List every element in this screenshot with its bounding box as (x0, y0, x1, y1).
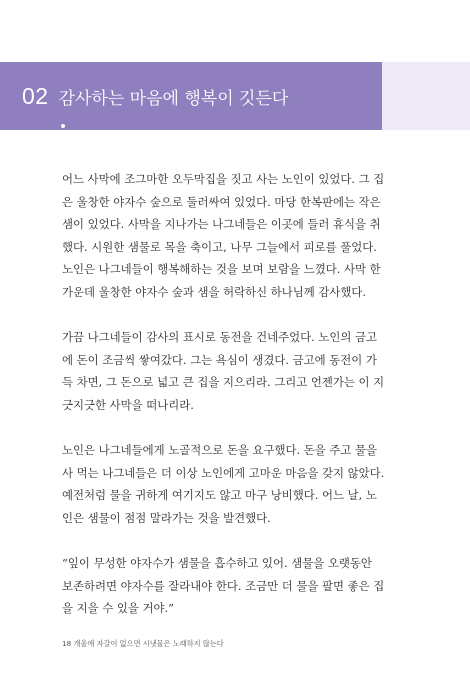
text-line: 노인은 나그네들에게 노골적으로 돈을 요구했다. 돈을 주고 물을 (62, 443, 378, 458)
text-line: 가운데 울창한 야자수 숲과 샘을 허락하신 하나님께 감사했다. (62, 284, 367, 299)
chapter-number: 02 (22, 82, 49, 109)
text-line: 을 지을 수 있을 거야.” (62, 601, 174, 616)
text-line: 가끔 나그네들이 감사의 표시로 동전을 건네주었다. 노인의 금고 (62, 330, 378, 345)
paragraph (62, 168, 402, 304)
text-line: 사 먹는 나그네들은 더 이상 노인에게 고마운 마음을 갖지 않았다. (62, 465, 385, 480)
book-title: 개울에 자갈이 없으면 시냇물은 노래하지 않는다 (73, 639, 224, 648)
text-line: 보존하려면 야자수를 잘라내야 한다. 조금만 더 물을 팔면 좋은 집 (62, 578, 385, 593)
chapter-heading (22, 62, 288, 130)
paragraph (62, 326, 402, 416)
text-line: 은 울창한 야자수 숲으로 둘러싸여 있었다. 마당 한복판에는 작은 (62, 194, 381, 209)
page-footer (62, 639, 224, 649)
text-line: 예전처럼 물을 귀하게 여기지도 않고 마구 낭비했다. 어느 날, 노 (62, 488, 377, 503)
text-line: 득 차면, 그 돈으로 넓고 큰 집을 지으리라. 그리고 언젠가는 이 지 (62, 375, 385, 390)
chapter-header-accent (382, 62, 470, 130)
text-line: 샘이 있었다. 사막을 지나가는 나그네들은 이곳에 들러 휴식을 취 (62, 217, 381, 232)
text-line: 노인은 나그네들이 행복해하는 것을 보며 보람을 느꼈다. 사막 한 (62, 262, 381, 277)
paragraph (62, 552, 402, 620)
page-number: 18 (62, 639, 72, 648)
text-line: “잎이 무성한 야자수가 샘물을 흡수하고 있어. 샘물을 오랫동안 (62, 556, 372, 571)
chapter-title: 감사하는 마음에 행복이 깃든다 (58, 88, 289, 109)
paragraph (62, 439, 402, 529)
text-line: 인은 샘물이 점점 말라가는 것을 발견했다. (62, 510, 271, 525)
body-text (62, 168, 402, 642)
text-line: 에 돈이 조금씩 쌓여갔다. 그는 욕심이 생겼다. 금고에 동전이 가 (62, 352, 377, 367)
text-line: 했다. 시원한 샘물로 목을 축이고, 나무 그늘에서 피로를 풀었다. (62, 239, 377, 254)
text-line: 어느 사막에 조그마한 오두막집을 짓고 사는 노인이 있었다. 그 집 (62, 172, 385, 186)
text-line: 긋지긋한 사막을 떠나리라. (62, 397, 194, 412)
